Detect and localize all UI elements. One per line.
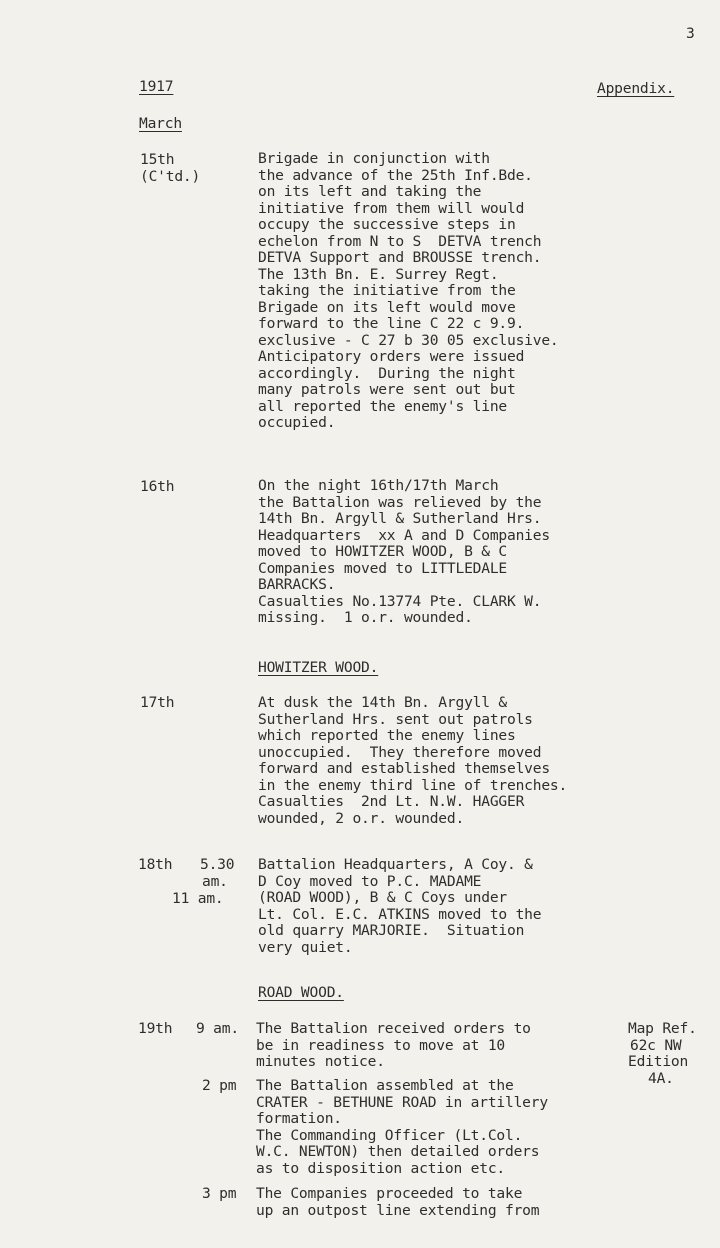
date-18th: 18th [138,856,173,873]
month-heading: March [139,115,182,132]
entry-19th-text-b [256,1078,548,1177]
entry-line: minutes notice. [256,1053,385,1070]
map-ref-line: Map Ref. [628,1020,697,1037]
entry-line: old quarry MARJORIE. Situation [258,922,525,939]
entry-line: Brigade in conjunction with [258,150,490,167]
date-15th-continued: (C'td.) [140,168,201,185]
entry-line: Headquarters xx A and D Companies [258,526,550,544]
entry-line: all reported the enemy's line [258,397,507,415]
map-ref-line: Edition [628,1053,689,1070]
entry-line: on its left and taking the [258,183,482,200]
entry-line: On the night 16th/17th March [258,477,499,494]
entry-line: missing. 1 o.r. wounded. [258,609,473,626]
entry-line: wounded, 2 o.r. wounded. [258,809,465,827]
date-15th: 15th [140,151,175,168]
time-19th-2: 2 pm [202,1077,237,1094]
entry-line: Battalion Headquarters, A Coy. & [258,856,533,873]
entry-line: BARRACKS. [258,576,336,593]
entry-line: unoccupied. They therefore moved [258,743,542,761]
entry-18th-text [258,857,541,956]
heading-howitzer-wood: HOWITZER WOOD. [258,659,379,676]
entry-line: initiative from them will would [258,199,525,217]
map-ref-line: 62c NW [630,1036,682,1054]
entry-line: which reported the enemy lines [258,727,516,744]
entry-line: Casualties No.13774 Pte. CLARK W. [258,592,542,610]
entry-line: (ROAD WOOD), B & C Coys under [258,889,507,906]
year-heading: 1917 [139,78,174,95]
entry-line: The Battalion received orders to [256,1020,531,1037]
entry-line: Companies moved to LITTLEDALE [258,559,507,577]
entry-line: W.C. NEWTON) then detailed orders [256,1143,540,1160]
entry-15th-text [258,151,559,432]
entry-line: The 13th Bn. E. Surrey Regt. [258,265,499,283]
map-ref-line: 4A. [648,1069,674,1087]
time-18th-1: 5.30 [200,856,235,873]
time-18th-1b: am. [202,873,228,890]
heading-road-wood: ROAD WOOD. [258,984,344,1001]
page-number: 3 [686,25,695,42]
entry-line: DETVA Support and BROUSSE trench. [258,249,542,266]
entry-17th-text [258,695,567,827]
entry-line: echelon from N to S DETVA trench [258,232,542,250]
entry-line: The Battalion assembled at the [256,1077,514,1094]
entry-19th-text-c [256,1186,539,1219]
entry-line: Brigade on its left would move [258,298,516,316]
entry-line: 14th Bn. Argyll & Sutherland Hrs. [258,510,542,527]
entry-line: Casualties 2nd Lt. N.W. HAGGER [258,793,525,810]
entry-line: At dusk the 14th Bn. Argyll & [258,694,507,711]
entry-line: CRATER - BETHUNE ROAD in artillery [256,1093,548,1111]
entry-line: forward and established themselves [258,760,550,777]
entry-line: taking the initiative from the [258,282,516,299]
entry-line: as to disposition action etc. [256,1159,505,1177]
date-16th: 16th [140,478,175,495]
entry-line: The Commanding Officer (Lt.Col. [256,1126,523,1144]
entry-line: the Battalion was relieved by the [258,493,542,511]
entry-line: accordingly. During the night [258,364,516,382]
entry-line: formation. [256,1110,342,1127]
entry-line: The Companies proceeded to take [256,1185,523,1202]
entry-line: Sutherland Hrs. sent out patrols [258,710,533,728]
date-17th: 17th [140,694,175,711]
time-19th-3: 3 pm [202,1185,237,1202]
map-reference [628,1021,697,1087]
entry-line: the advance of the 25th Inf.Bde. [258,166,533,184]
entry-16th-text [258,478,550,627]
entry-line: D Coy moved to P.C. MADAME [258,872,482,890]
time-19th-1: 9 am. [196,1020,239,1037]
entry-line: very quiet. [258,938,353,956]
entry-line: exclusive - C 27 b 30 05 exclusive. [258,331,559,349]
entry-line: moved to HOWITZER WOOD, B & C [258,543,507,560]
appendix-label: Appendix. [597,80,675,97]
entry-line: forward to the line C 22 c 9.9. [258,315,525,332]
entry-line: many patrols were sent out but [258,381,516,398]
date-19th: 19th [138,1020,173,1037]
entry-line: occupy the successive steps in [258,216,516,233]
entry-line: be in readiness to move at 10 [256,1036,505,1054]
entry-line: up an outpost line extending from [256,1201,540,1219]
entry-19th-text-a [256,1021,531,1071]
entry-line: in the enemy third line of trenches. [258,776,568,794]
entry-line: Lt. Col. E.C. ATKINS moved to the [258,905,542,923]
entry-line: occupied. [258,414,336,431]
entry-line: Anticipatory orders were issued [258,348,525,365]
time-18th-2: 11 am. [172,890,224,907]
